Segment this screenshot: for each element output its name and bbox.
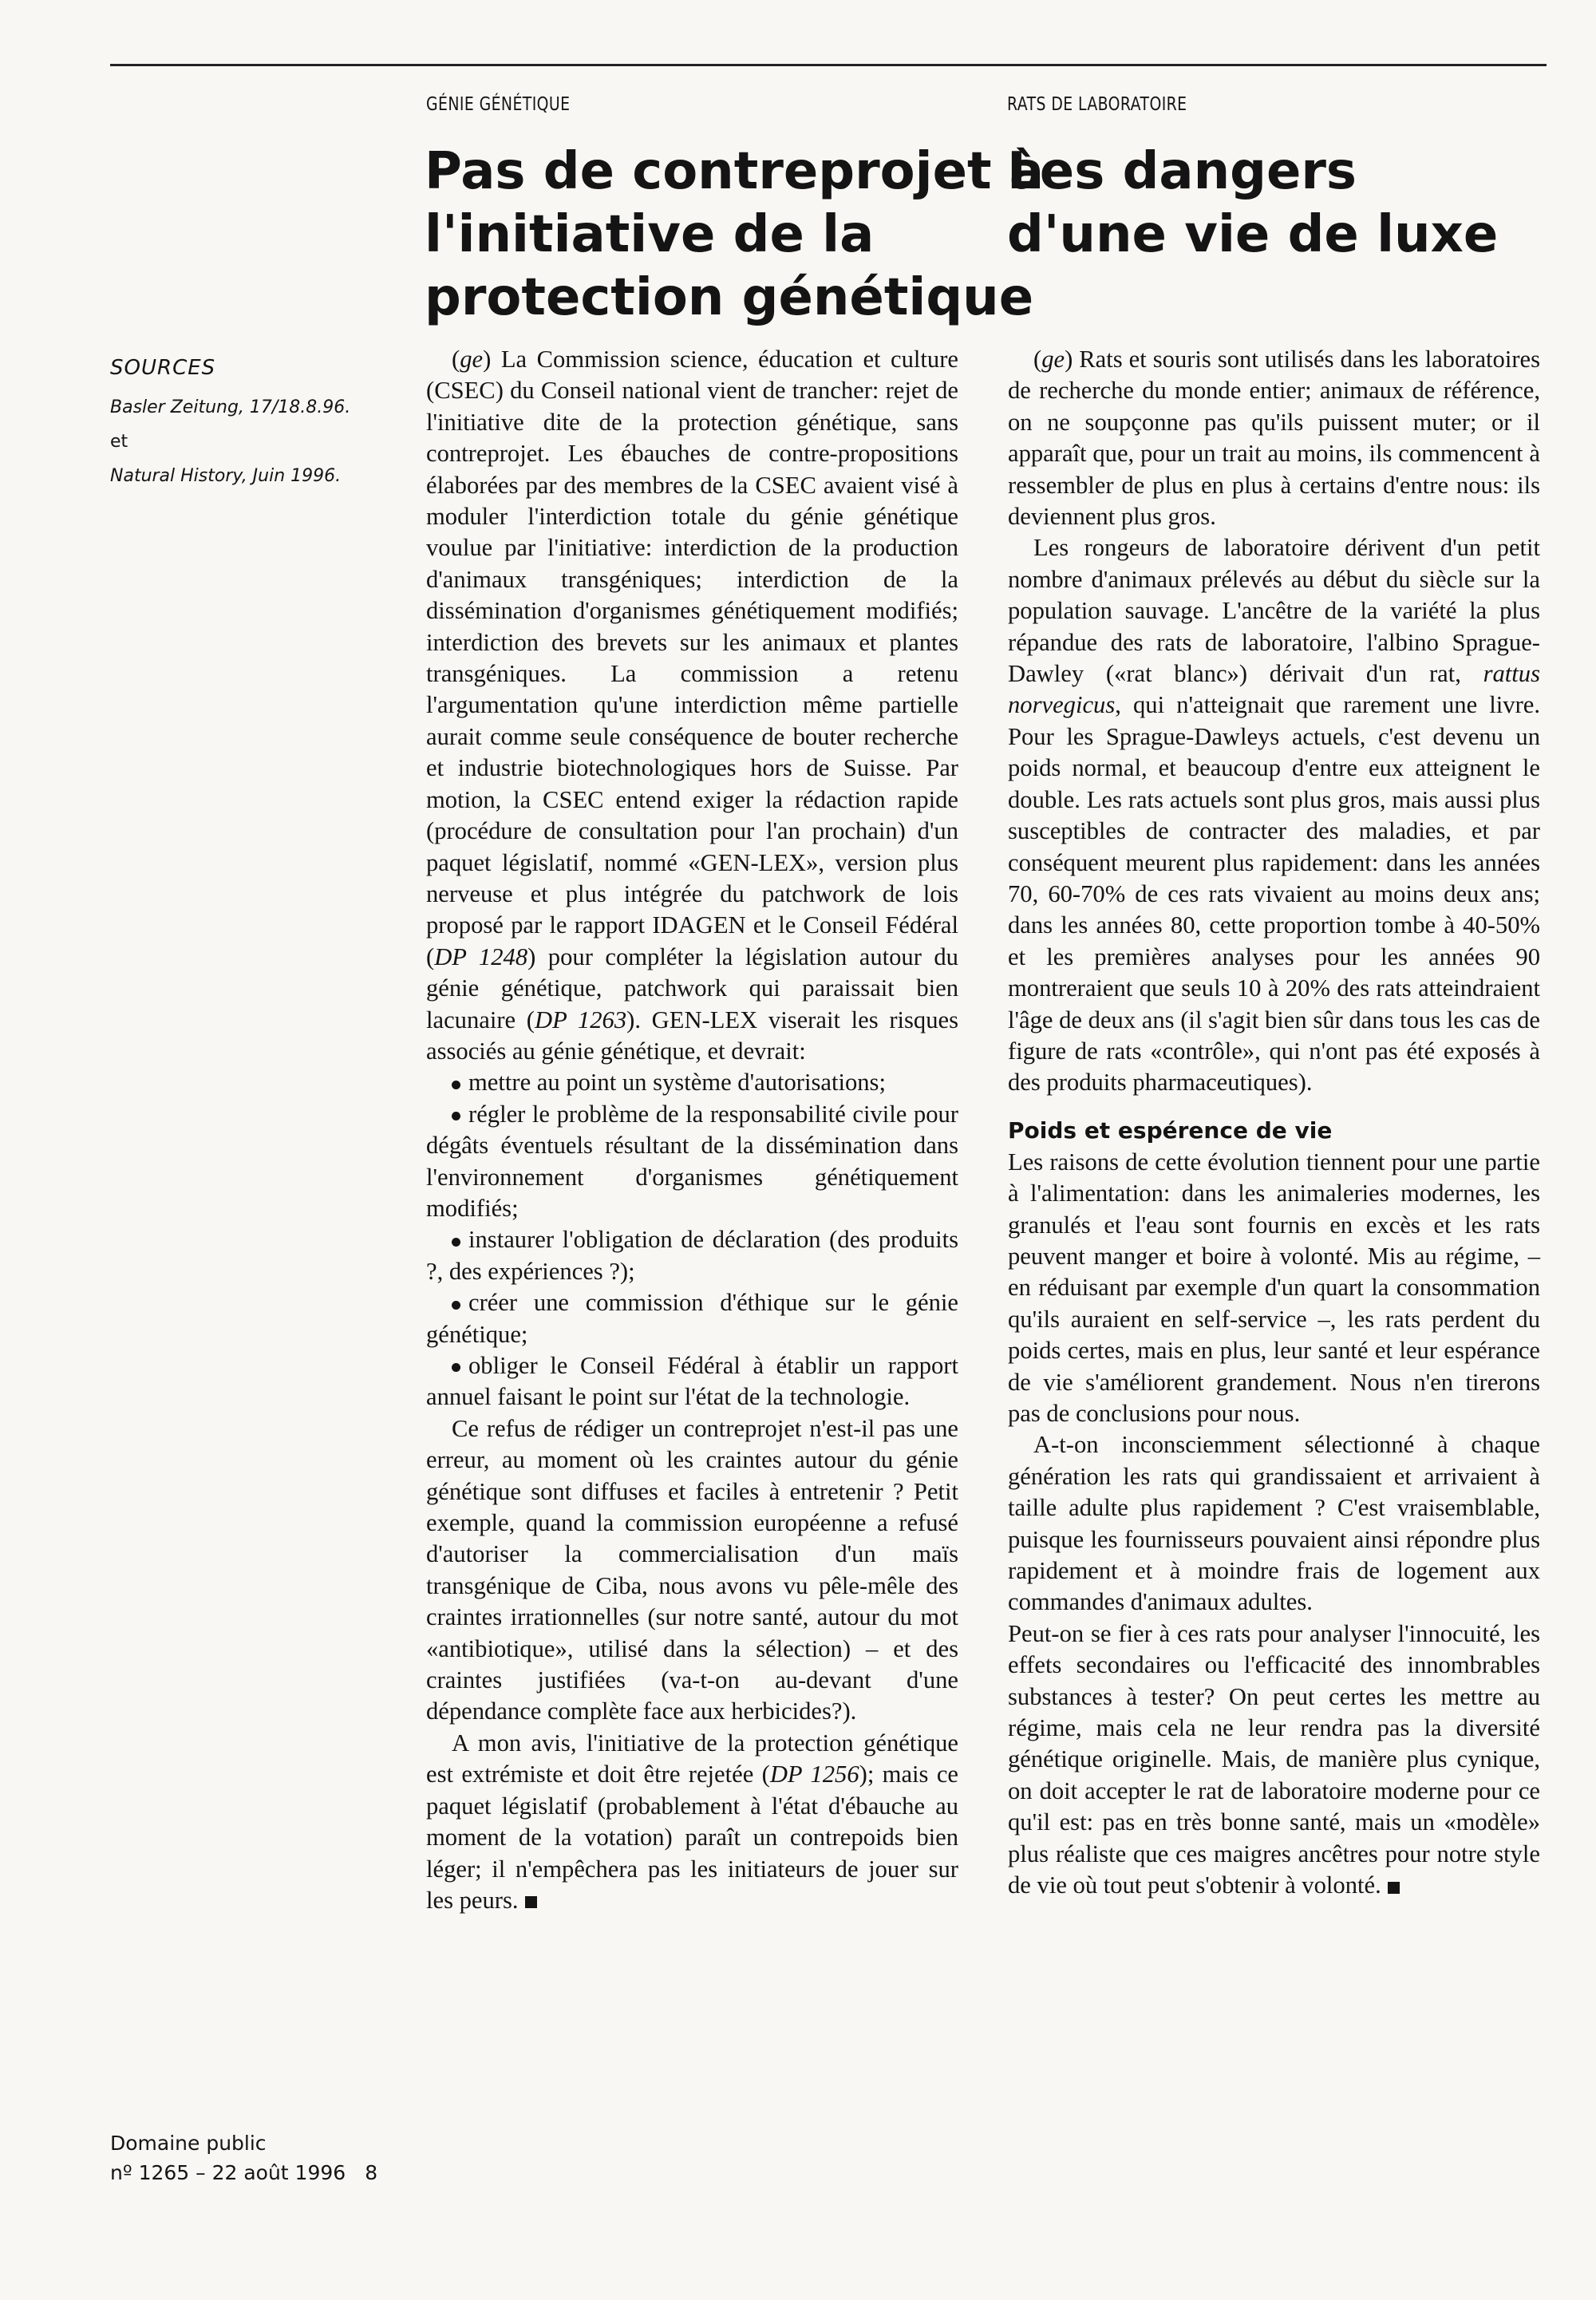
end-mark-icon bbox=[1388, 1882, 1400, 1894]
article2-body bbox=[1008, 344, 1540, 1902]
article2-para-5: Peut-on se fier à ces rats pour analyser l'innocuité, les effets secondaires ou l'efficacité des innombrables substances à tester? On peut certes les mettre au régime, mais cela ne leur rendra pas la diversité génétique originelle. Mais, de manière plus cynique, on doit accepter le rat de laboratoire moderne pour ce qu'il est: pas en très bonne santé, mais un «modèle» plus réaliste que ces maigres ancêtres pour notre style de vie où tout peut s'obtenir à volonté. bbox=[1008, 1619, 1540, 1899]
article1-bullet-3: instaurer l'obligation de déclaration (des produits ?, des expériences ?); bbox=[426, 1226, 958, 1285]
article1-bullet-4: créer une commission d'éthique sur le génie génétique; bbox=[426, 1289, 958, 1348]
article2-para-3: Les raisons de cette évolution tiennent pour une partie à l'alimentation: dans les animaleries modernes, les granulés et l'eau sont fournis en excès et les rats peuvent manger et boire à volonté. Mis au régime, – en réduisant par exemple d'un quart la consommation qu'ils auraient en self-service –, les rats perdent du poids certes, mais en plus, leur santé et leur espérance de vie s'améliorent grandement. Nous n'en tirerons pas de conclusions pour nous. bbox=[1008, 1148, 1540, 1427]
footer-issue-line: nº 1265 – 22 août 1996 8 bbox=[110, 2161, 378, 2184]
article2-subhead: Poids et espérence de vie bbox=[1008, 1116, 1333, 1144]
article2-para-1: (ge) Rats et souris sont utilisés dans les laboratoires de recherche du monde entier; animaux de référence, on ne soupçonne pas qu'ils puissent muter; or il apparaît que, pour un trait au moins, ils commencent à ressembler de plus en plus à certains d'entre nous: ils deviennent plus gros. bbox=[1008, 346, 1540, 531]
footer bbox=[110, 2128, 377, 2187]
article1-title: Pas de contreprojet à l'initiative de la protection génétique bbox=[425, 142, 1045, 327]
sources-title: SOURCES bbox=[110, 356, 216, 380]
source-1: Basler Zeitung, 17/18.8.96. bbox=[110, 397, 351, 417]
source-and: et bbox=[110, 432, 128, 452]
article1-para-1: (ge) La Commission science, éducation et culture (CSEC) du Conseil national vient de trancher: rejet de l'initiative dite de la protection génétique, sans contreprojet. Les ébauches de contre-propositions élaborées par des membres de la CSEC avaient visé à moduler l'interdiction totale du génie génétique voulue par l'initiative: interdiction de la production d'animaux transgéniques; interdiction de la dissémination d'organismes génétiquement modifiés; interdiction des brevets sur les animaux et plantes transgéniques. La commission a retenu l'argumentation qu'une interdiction même partielle aurait comme seule conséquence de bouter recherche et industrie biotechnologiques hors de Suisse. Par motion, la CSEC entend exiger la rédaction rapide (procédure de consultation pour l'an prochain) d'un paquet législatif, nommé «GEN-LEX», version plus nerveuse et plus intégrée du patchwork de lois proposé par le rapport IDAGEN et le Conseil Fédéral (DP 1248) pour compléter la législation autour du génie génétique, patchwork qui paraissait bien lacunaire (DP 1263). GEN-LEX viserait les risques associés au génie génétique, et devrait: bbox=[426, 346, 959, 1065]
article1-body bbox=[426, 344, 958, 1916]
article2-para-4: A-t-on inconsciemment sélectionné à chaque génération les rats qui grandissaient et arrivaient à taille adulte plus rapidement ? C'est vraisemblable, puisque les fournisseurs pouvaient ainsi répondre plus rapidement et à moindre frais de logement aux commandes d'animaux adultes. bbox=[1008, 1431, 1540, 1616]
end-mark-icon bbox=[525, 1896, 537, 1908]
article1-kicker: GÉNIE GÉNÉTIQUE bbox=[426, 94, 571, 115]
source-2: Natural History, Juin 1996. bbox=[110, 466, 342, 486]
article2-kicker: RATS DE LABORATOIRE bbox=[1007, 94, 1187, 115]
article2-para-2: Les rongeurs de laboratoire dérivent d'un petit nombre d'animaux prélevés au début du siècle sur la population sauvage. L'ancêtre de la variété la plus répandue des rats de laboratoire, l'albino Sprague-Dawley («rat blanc») dérivait d'un rat, rattus norvegicus, qui n'atteignait que rarement une livre. Pour les Sprague-Dawleys actuels, c'est devenu un poids normal, et beaucoup d'entre eux atteignent le double. Les rats actuels sont plus gros, mais aussi plus susceptibles de contracter des maladies, et par conséquent meurent plus rapidement: dans les années 70, 60-70% de ces rats vivaient au moins deux ans; dans les années 80, cette proportion tombe à 40-50% et les premières analyses pour les années 90 montreraient que seuls 10 à 20% des rats atteindraient l'âge de deux ans (il s'agit bien sûr dans tous les cas de figure de rats «contrôle», qui n'ont pas été exposés à des produits pharmaceutiques). bbox=[1008, 534, 1540, 1097]
footer-publication: Domaine public bbox=[110, 2132, 267, 2155]
page-number: 8 bbox=[365, 2161, 378, 2184]
article2-title: Les dangers d'une vie de luxe bbox=[1007, 142, 1499, 264]
article1-para-2: Ce refus de rédiger un contreprojet n'est-il pas une erreur, au moment où les craintes autour du génie génétique sont diffuses et faciles à entretenir ? Petit exemple, quand la commission européenne a refusé d'autoriser la commercialisation d'un maïs transgénique de Ciba, nous avons vu pêle-mêle des craintes irrationnelles (sur notre santé, autour du mot «antibiotique», utilisé dans la sélection) – et des craintes justifiées (va-t-on au-devant d'une dépendance complète face aux herbicides?). bbox=[426, 1414, 958, 1725]
top-rule bbox=[110, 64, 1547, 66]
article1-bullet-2: régler le problème de la responsabilité civile pour dégâts éventuels résultant de la dissémination dans l'environnement d'organismes génétiquement modifiés; bbox=[426, 1100, 958, 1222]
article1-bullet-1: mettre au point un système d'autorisations; bbox=[426, 1067, 958, 1098]
article1-para-3: A mon avis, l'initiative de la protection génétique est extrémiste et doit être rejetée (DP 1256); mais ce paquet législatif (probablement à l'état d'ébauche au moment de la votation) paraît un contrepoids bien léger; il n'empêchera pas les initiateurs de jouer sur les peurs. bbox=[426, 1729, 958, 1914]
article1-bullet-5: obliger le Conseil Fédéral à établir un rapport annuel faisant le point sur l'état de la technologie. bbox=[426, 1352, 958, 1411]
